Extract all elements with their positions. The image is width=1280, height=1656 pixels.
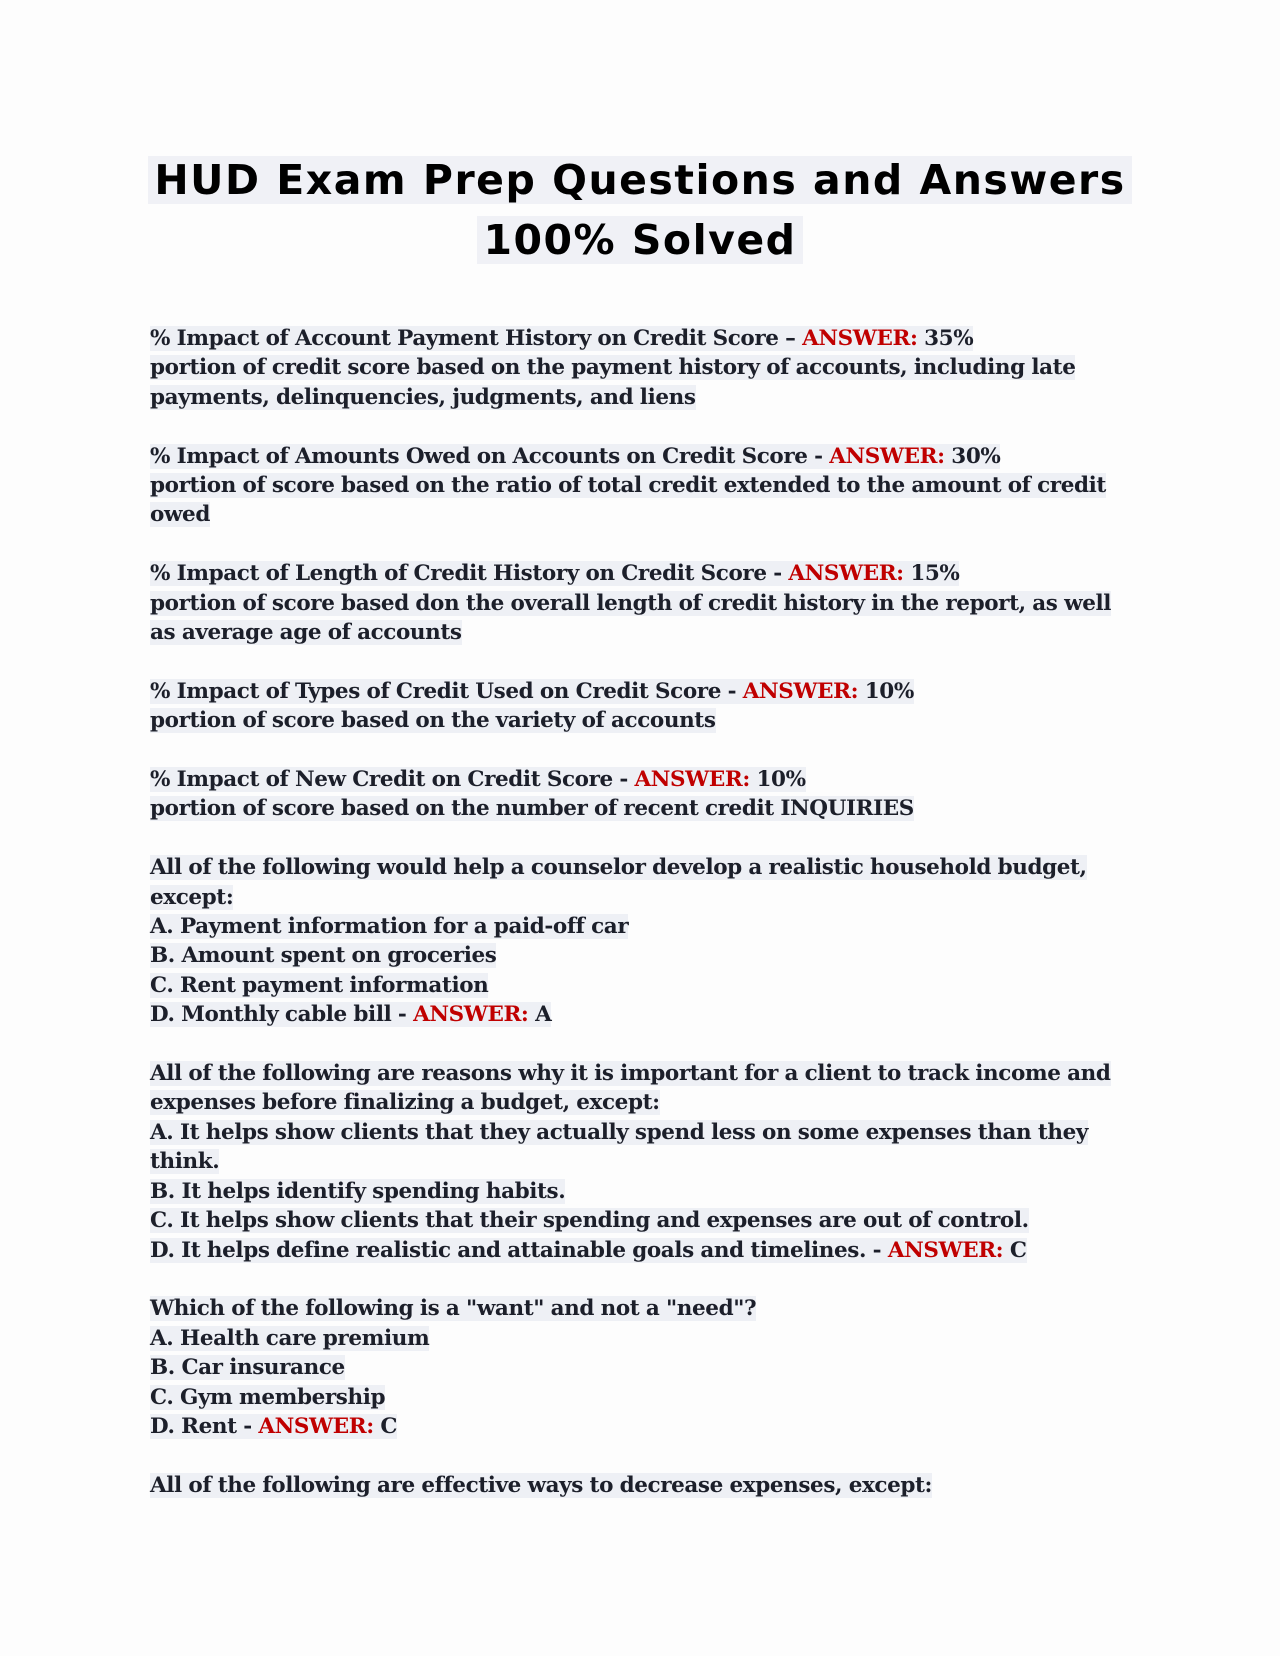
question-line: expenses before finalizing a budget, except: bbox=[150, 1090, 660, 1116]
option-c: C. It helps show clients that their spending and expenses are out of control. bbox=[150, 1208, 1029, 1234]
question-text: % Impact of Amounts Owed on Accounts on Credit Score - bbox=[150, 443, 823, 469]
question-line: Which of the following is a "want" and not a "need"? bbox=[150, 1296, 757, 1322]
qa-item bbox=[150, 1294, 1110, 1441]
qa-item bbox=[150, 442, 1110, 530]
question-line: except: bbox=[150, 884, 234, 910]
explanation-line: portion of credit score based on the payment history of accounts, including late bbox=[150, 355, 1076, 381]
answer-label: ANSWER: bbox=[413, 1002, 529, 1028]
question-line: All of the following are reasons why it is important for a client to track income and bbox=[150, 1061, 1111, 1087]
option-d: D. Rent - bbox=[150, 1413, 252, 1439]
question-text: % Impact of New Credit on Credit Score - bbox=[150, 767, 628, 793]
option-a: A. Payment information for a paid-off car bbox=[150, 914, 629, 940]
qa-item bbox=[150, 853, 1110, 1029]
question-text: % Impact of Types of Credit Used on Credit Score - bbox=[150, 678, 737, 704]
option-d: D. It helps define realistic and attainable goals and timelines. - bbox=[150, 1237, 882, 1263]
answer-value: 30% bbox=[951, 443, 1001, 469]
qa-item bbox=[150, 324, 1110, 412]
qa-item bbox=[150, 559, 1110, 647]
explanation-line: portion of score based on the variety of accounts bbox=[150, 708, 716, 734]
explanation-line: portion of score based on the ratio of total credit extended to the amount of credit bbox=[150, 473, 1106, 499]
explanation-line: as average age of accounts bbox=[150, 620, 462, 646]
page-title bbox=[0, 150, 1280, 270]
answer-label: ANSWER: bbox=[258, 1413, 374, 1439]
question-line: All of the following are effective ways to decrease expenses, except: bbox=[150, 1472, 933, 1498]
answer-value: C bbox=[1009, 1237, 1027, 1263]
qa-item bbox=[150, 677, 1110, 736]
option-a: A. Health care premium bbox=[150, 1325, 430, 1351]
explanation-line: owed bbox=[150, 502, 210, 528]
answer-value: 15% bbox=[910, 561, 960, 587]
question-text: % Impact of Length of Credit History on Credit Score - bbox=[150, 561, 782, 587]
answer-label: ANSWER: bbox=[829, 443, 945, 469]
explanation-line: payments, delinquencies, judgments, and liens bbox=[150, 384, 696, 410]
answer-label: ANSWER: bbox=[887, 1237, 1004, 1263]
qa-item bbox=[150, 765, 1110, 824]
option-d: D. Monthly cable bill - bbox=[150, 1002, 407, 1028]
answer-value: C bbox=[380, 1413, 398, 1439]
question-text: % Impact of Account Payment History on Credit Score – bbox=[150, 326, 796, 351]
option-a: A. It helps show clients that they actually spend less on some expenses than they bbox=[150, 1119, 1088, 1145]
qa-item bbox=[150, 1059, 1110, 1265]
answer-value: 35% bbox=[924, 326, 974, 351]
question-line: All of the following would help a counselor develop a realistic household budget, bbox=[150, 855, 1087, 881]
option-b: B. Car insurance bbox=[150, 1355, 345, 1381]
title-line-1: HUD Exam Prep Questions and Answers bbox=[148, 156, 1131, 204]
explanation-line: portion of score based don the overall length of credit history in the report, as well bbox=[150, 590, 1112, 616]
answer-value: 10% bbox=[864, 678, 914, 704]
answer-label: ANSWER: bbox=[802, 326, 918, 351]
answer-label: ANSWER: bbox=[742, 678, 859, 704]
answer-value: A bbox=[535, 1002, 552, 1028]
answer-value: 10% bbox=[756, 767, 806, 793]
explanation-line: portion of score based on the number of recent credit INQUIRIES bbox=[150, 796, 914, 822]
option-c: C. Rent payment information bbox=[150, 972, 489, 998]
option-b: B. Amount spent on groceries bbox=[150, 943, 497, 969]
option-b: B. It helps identify spending habits. bbox=[150, 1178, 566, 1204]
answer-label: ANSWER: bbox=[634, 767, 750, 793]
option-c: C. Gym membership bbox=[150, 1384, 386, 1410]
option-a-cont: think. bbox=[150, 1149, 220, 1175]
answer-label: ANSWER: bbox=[788, 561, 904, 587]
qa-list bbox=[150, 324, 1110, 1530]
title-line-2: 100% Solved bbox=[477, 216, 802, 264]
qa-item bbox=[150, 1471, 1110, 1500]
